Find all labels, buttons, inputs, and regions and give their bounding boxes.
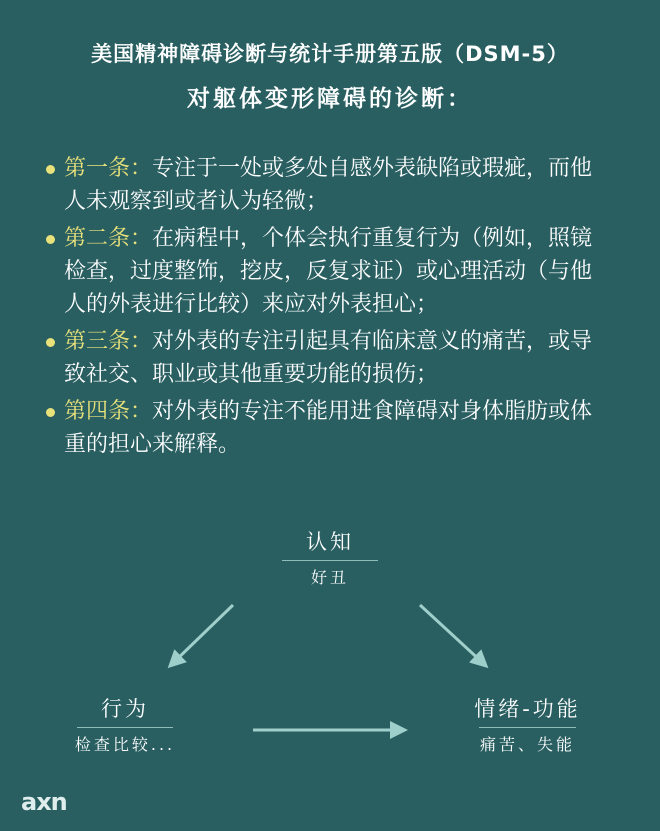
node-subtitle: 痛苦、失能 — [479, 735, 575, 754]
criterion-text: 对外表的专注引起具有临床意义的痛苦，或导 — [152, 329, 593, 354]
arrow-cognition-to-emotion — [420, 605, 484, 664]
node-title: 情绪-功能 — [474, 697, 581, 721]
divider — [479, 727, 576, 728]
node-title: 行为 — [101, 697, 149, 721]
title-line-2: 对躯体变形障碍的诊断： — [187, 86, 473, 112]
criterion-label: 第一条： — [64, 156, 153, 181]
divider — [282, 560, 378, 561]
criterion-label: 第四条： — [64, 399, 153, 424]
node-behavior — [72, 695, 178, 756]
criterion-label: 第二条： — [64, 226, 153, 251]
axn-logo: axn — [21, 788, 67, 816]
node-title: 认知 — [306, 530, 354, 554]
criterion-text: 对外表的专注不能用进食障碍对身体脂肪或体 — [152, 399, 593, 424]
criterion-text: 在病程中，个体会执行重复行为（例如，照镜 — [152, 226, 593, 251]
node-cognition — [282, 528, 378, 589]
node-subtitle: 好丑 — [310, 568, 349, 587]
criterion-text: 人的外表进行比较）来应对外表担心； — [64, 292, 439, 317]
divider — [77, 727, 173, 728]
criterion-text: 致社交、职业或其他重要功能的损伤； — [64, 362, 439, 387]
criterion-label: 第三条： — [64, 329, 153, 354]
node-emotion-function — [470, 695, 585, 756]
criterion-text: 专注于一处或多处自感外表缺陷或瑕疵，而他 — [152, 156, 593, 181]
criterion-text: 重的担心来解释。 — [64, 432, 241, 457]
arrow-cognition-to-behavior — [172, 605, 233, 664]
criterion-text: 人未观察到或者认为轻微； — [64, 189, 329, 214]
title-line-1: 美国精神障碍诊断与统计手册第五版（DSM-5） — [91, 42, 569, 66]
node-subtitle: 检查比较... — [74, 735, 176, 754]
criterion-text: 检查，过度整饰，挖皮，反复求证）或心理活动（与他 — [64, 259, 593, 284]
